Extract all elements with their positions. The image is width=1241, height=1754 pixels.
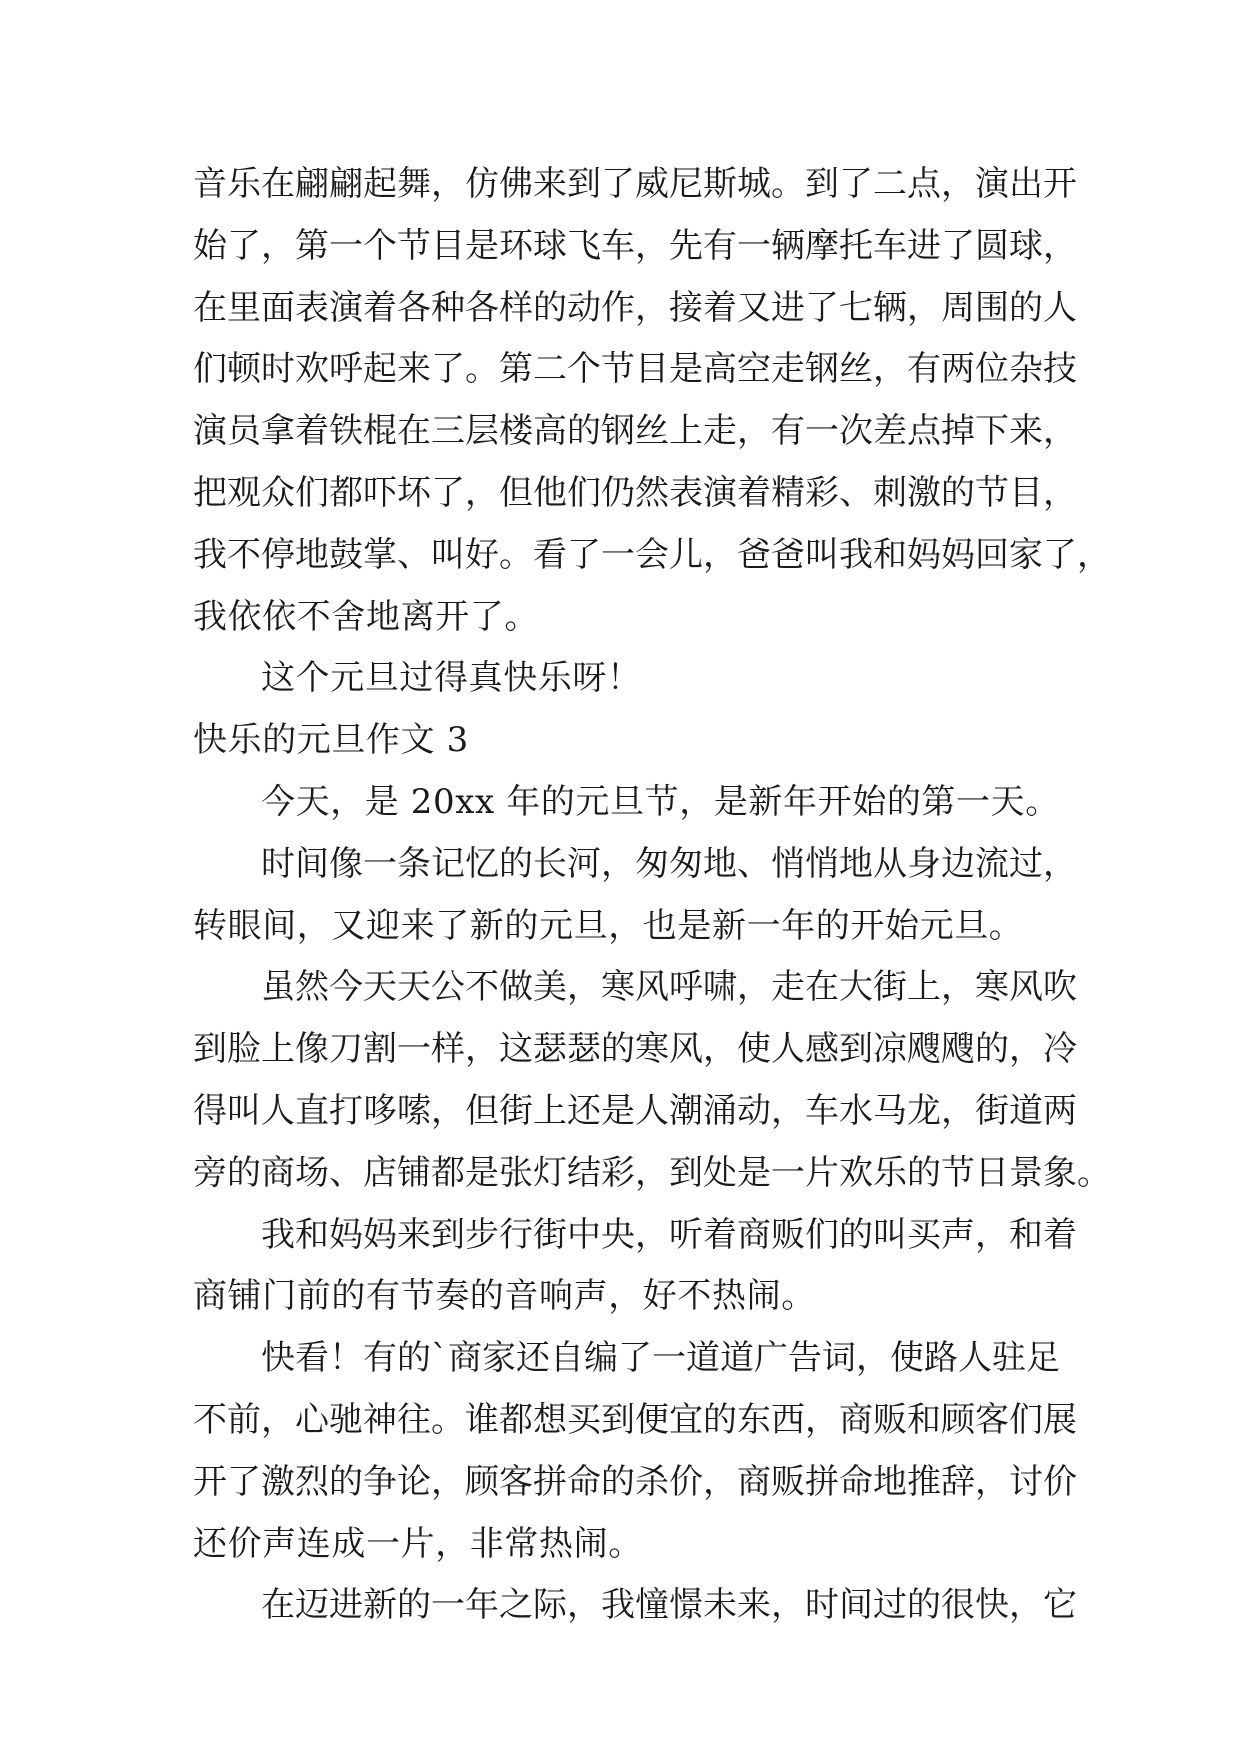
text-line: 时间像一条记忆的长河，匆匆地、悄悄地从身边流过，	[261, 843, 1077, 884]
text-line: 我依依不舍地离开了。	[193, 596, 539, 637]
text-line: 我不停地鼓掌、叫好。看了一会儿，爸爸叫我和妈妈回家了，	[193, 534, 1111, 575]
text-line: 在迈进新的一年之际，我憧憬未来，时间过的很快，它	[261, 1585, 1077, 1626]
text-line: 到脸上像刀割一样，这瑟瑟的寒风，使人感到凉飕飕的，冷	[193, 1029, 1077, 1070]
text-line: 把观众们都吓坏了，但他们仍然表演着精彩、刺激的节目，	[193, 472, 1077, 513]
text-line: 商铺门前的有节奏的音响声，好不热闹。	[193, 1276, 816, 1317]
text-line: 这个元旦过得真快乐呀！	[261, 658, 642, 699]
text-line: 今天，是 20xx 年的元旦节，是新年开始的第一天。	[261, 781, 1060, 822]
text-line: 不前，心驰神往。谁都想买到便宜的东西，商贩和顾客们展	[193, 1399, 1077, 1440]
text-line: 音乐在翩翩起舞，仿佛来到了威尼斯城。到了二点，演出开	[193, 164, 1077, 204]
text-line: 快看！有的`商家还自编了一道道广告词，使路人驻足	[261, 1338, 1060, 1379]
text-line: 始了，第一个节目是环球飞车，先有一辆摩托车进了圆球，	[193, 225, 1077, 266]
text-line: 虽然今天天公不做美，寒风呼啸，走在大街上，寒风吹	[261, 967, 1077, 1008]
text-line: 得叫人直打哆嗦，但街上还是人潮涌动，车水马龙，街道两	[193, 1090, 1077, 1131]
text-line: 开了激烈的争论，顾客拼命的杀价，商贩拼命地推辞，讨价	[193, 1461, 1077, 1502]
text-line: 演员拿着铁棍在三层楼高的钢丝上走，有一次差点掉下来，	[193, 411, 1077, 452]
text-line: 旁的商场、店铺都是张灯结彩，到处是一片欢乐的节日景象。	[193, 1152, 1111, 1193]
text-line: 还价声连成一片，非常热闹。	[193, 1523, 643, 1564]
text-line: 们顿时欢呼起来了。第二个节目是高空走钢丝，有两位杂技	[193, 349, 1077, 390]
text-line: 在里面表演着各种各样的动作，接着又进了七辆，周围的人	[193, 287, 1077, 328]
essay-text	[193, 154, 1111, 1637]
text-line: 我和妈妈来到步行街中央，听着商贩们的叫买声，和着	[261, 1214, 1077, 1255]
text-line: 转眼间，又迎来了新的元旦，也是新一年的开始元旦。	[193, 905, 1024, 946]
section-heading: 快乐的元旦作文 3	[193, 720, 469, 761]
